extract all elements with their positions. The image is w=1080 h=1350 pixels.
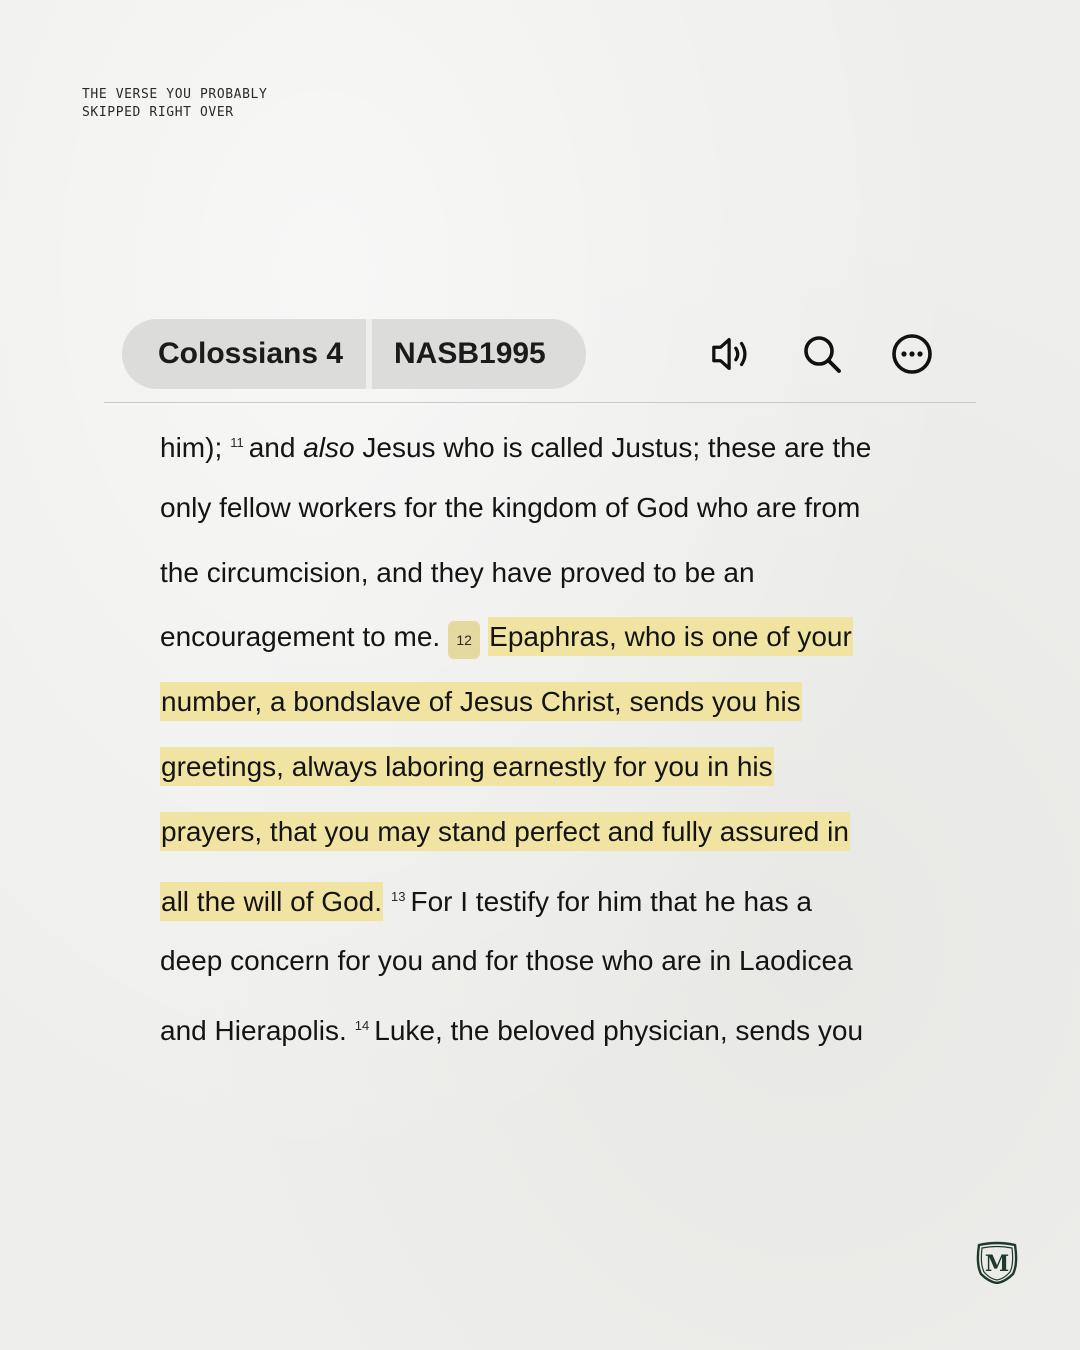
scripture-passage [160,411,940,1059]
verse-text: deep concern for you and for those who are in Laodicea [160,945,853,977]
passage-line [160,800,940,865]
verse-number[interactable]: 14 [354,1018,370,1034]
highlighted-verse-text[interactable]: number, a bondslave of Jesus Christ, sends you his [160,682,802,721]
highlighted-verse-text[interactable]: prayers, that you may stand perfect and fully assured in [160,812,850,851]
search-button[interactable] [800,332,844,376]
version-label: NASB1995 [394,337,546,370]
speaker-icon [710,334,754,374]
verse-text: and Hierapolis. [160,1015,347,1047]
book-chapter-button[interactable] [122,319,366,389]
passage-line [160,994,940,1059]
logo-letter: M [984,1251,1010,1277]
passage-selector [122,319,586,389]
highlighted-verse-text[interactable]: greetings, always laboring earnestly for you in his [160,747,774,786]
more-options-button[interactable] [890,332,934,376]
passage-line [160,541,940,606]
version-button[interactable] [372,319,586,389]
more-options-icon [890,332,934,376]
verse-number[interactable]: 13 [391,888,406,904]
passage-line [160,670,940,735]
selected-verse-number[interactable]: 12 [448,621,480,659]
brand-logo [975,1240,1019,1284]
shield-logo-icon [975,1240,1019,1284]
passage-line [160,865,940,930]
verse-number[interactable]: 11 [230,435,244,450]
passage-line [160,476,940,541]
verse-text: encouragement to me. [160,621,441,653]
passage-line [160,411,940,476]
reader-toolbar [122,319,972,389]
book-chapter-label: Colossians 4 [158,337,344,370]
passage-line [160,735,940,800]
verse-text: only fellow workers for the kingdom of God who are from [160,491,861,523]
audio-button[interactable] [710,332,754,376]
verse-text: him); [160,432,223,463]
italic-text: also [303,432,355,463]
verse-text: and [248,432,296,463]
verse-text: the circumcision, and they have proved to be an [160,556,755,588]
highlighted-verse-text[interactable]: all the will of God. [160,882,383,921]
caption-line-2: SKIPPED RIGHT OVER [82,105,234,120]
highlighted-verse-text[interactable]: Epaphras, who is one of your [488,617,853,656]
passage-line [160,605,940,670]
verse-text: For I testify for him that he has a [410,885,812,917]
toolbar-divider [104,402,976,403]
verse-text: Luke, the beloved physician, sends you [374,1015,864,1047]
caption [82,86,267,122]
caption-line-1: THE VERSE YOU PROBABLY [82,87,268,102]
search-icon [801,333,843,375]
passage-line [160,929,940,994]
verse-text: Jesus who is called Justus; these are the [362,432,872,463]
